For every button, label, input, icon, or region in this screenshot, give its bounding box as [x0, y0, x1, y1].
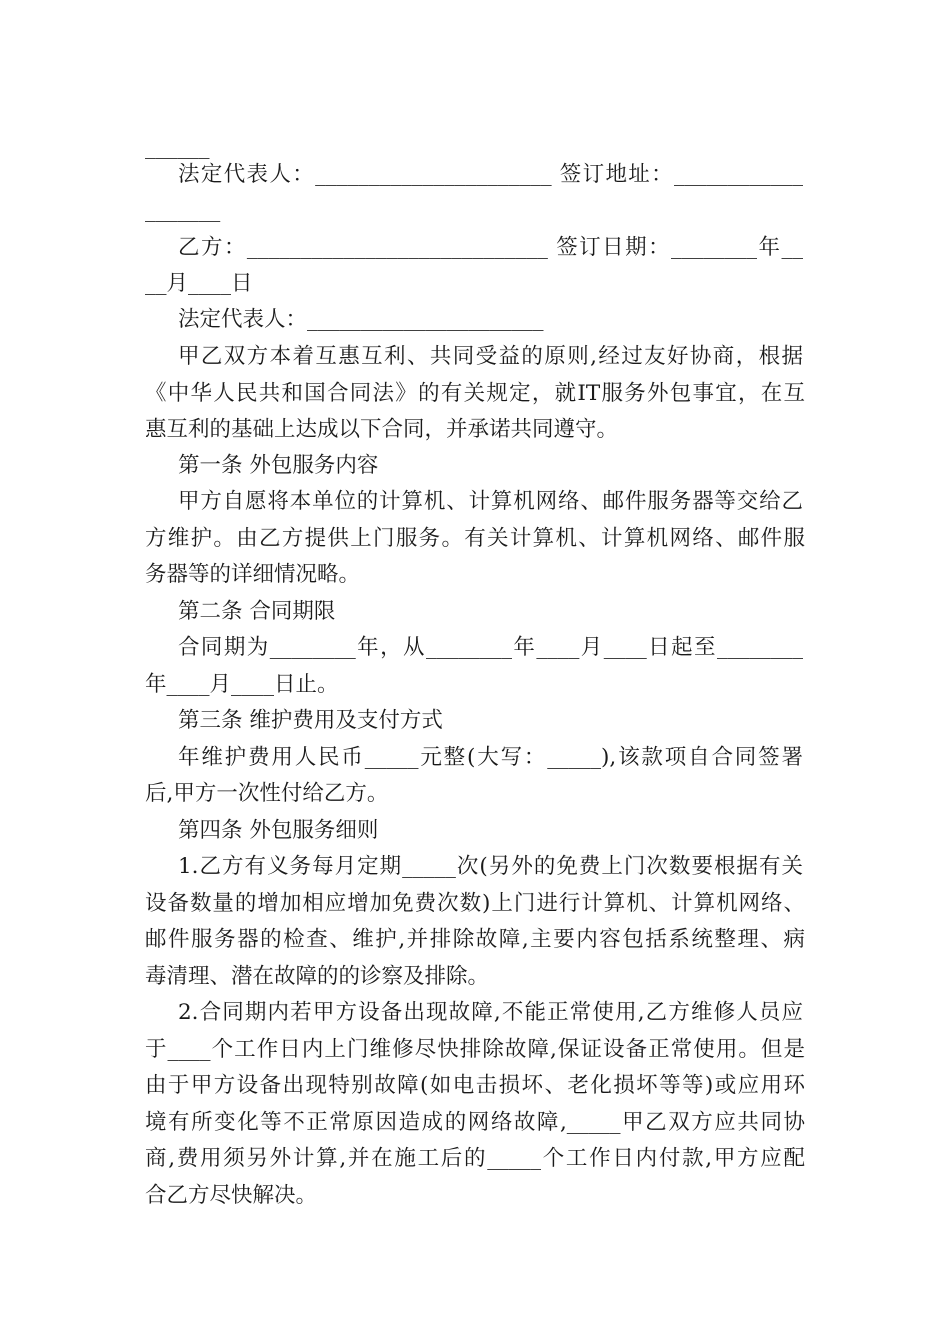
document-line: 商,费用须另外计算,并在施工后的_____个工作日内付款,甲方应配	[145, 1146, 805, 1171]
document-line: 法定代表人：______________________ 签订地址：____________	[178, 162, 803, 187]
document-line: 乙方：____________________________ 签订日期：________年__	[178, 235, 803, 260]
document-line: __月____日	[145, 271, 253, 296]
document-line: 第一条 外包服务内容	[178, 453, 379, 478]
document-line: 务器等的详细情况略。	[145, 562, 361, 587]
document-line: 法定代表人：______________________	[178, 307, 544, 332]
document-line: 合乙方尽快解决。	[145, 1183, 318, 1208]
document-line: 第四条 外包服务细则	[178, 818, 379, 843]
document-line: 方维护。由乙方提供上门服务。有关计算机、计算机网络、邮件服	[145, 526, 805, 551]
document-line: 于____个工作日内上门维修尽快排除故障,保证设备正常使用。但是	[145, 1037, 805, 1062]
document-line: 毒清理、潜在故障的的诊察及排除。	[145, 964, 490, 989]
document-line: 2.合同期内若甲方设备出现故障,不能正常使用,乙方维修人员应	[178, 1000, 803, 1025]
document-line: 第三条 维护费用及支付方式	[178, 708, 443, 733]
document-line: 合同期为________年，从________年____月____日起至________	[178, 635, 803, 660]
document-line: 甲乙双方本着互惠互利、共同受益的原则,经过友好协商，根据	[178, 344, 803, 369]
document-line: ______	[145, 135, 210, 160]
document-line: 甲方自愿将本单位的计算机、计算机网络、邮件服务器等交给乙	[178, 489, 803, 514]
document-line: 1.乙方有义务每月定期_____次(另外的免费上门次数要根据有关	[178, 854, 803, 879]
document-line: 《中华人民共和国合同法》的有关规定，就IT服务外包事宜，在互	[145, 381, 805, 406]
document-line: _______	[145, 198, 221, 223]
document-line: 第二条 合同期限	[178, 599, 336, 624]
document-line: 邮件服务器的检查、维护,并排除故障,主要内容包括系统整理、病	[145, 927, 805, 952]
document-line: 后,甲方一次性付给乙方。	[145, 781, 389, 806]
document-line: 年维护费用人民币_____元整(大写：_____),该款项自合同签署	[178, 745, 803, 770]
document-line: 惠互利的基础上达成以下合同，并承诺共同遵守。	[145, 417, 619, 442]
document-line: 境有所变化等不正常原因造成的网络故障,_____甲乙双方应共同协	[145, 1110, 805, 1135]
document-line: 设备数量的增加相应增加免费次数)上门进行计算机、计算机网络、	[145, 891, 805, 916]
document-line: 由于甲方设备出现特别故障(如电击损坏、老化损坏等等)或应用环	[145, 1073, 805, 1098]
document-line: 年____月____日止。	[145, 672, 339, 697]
